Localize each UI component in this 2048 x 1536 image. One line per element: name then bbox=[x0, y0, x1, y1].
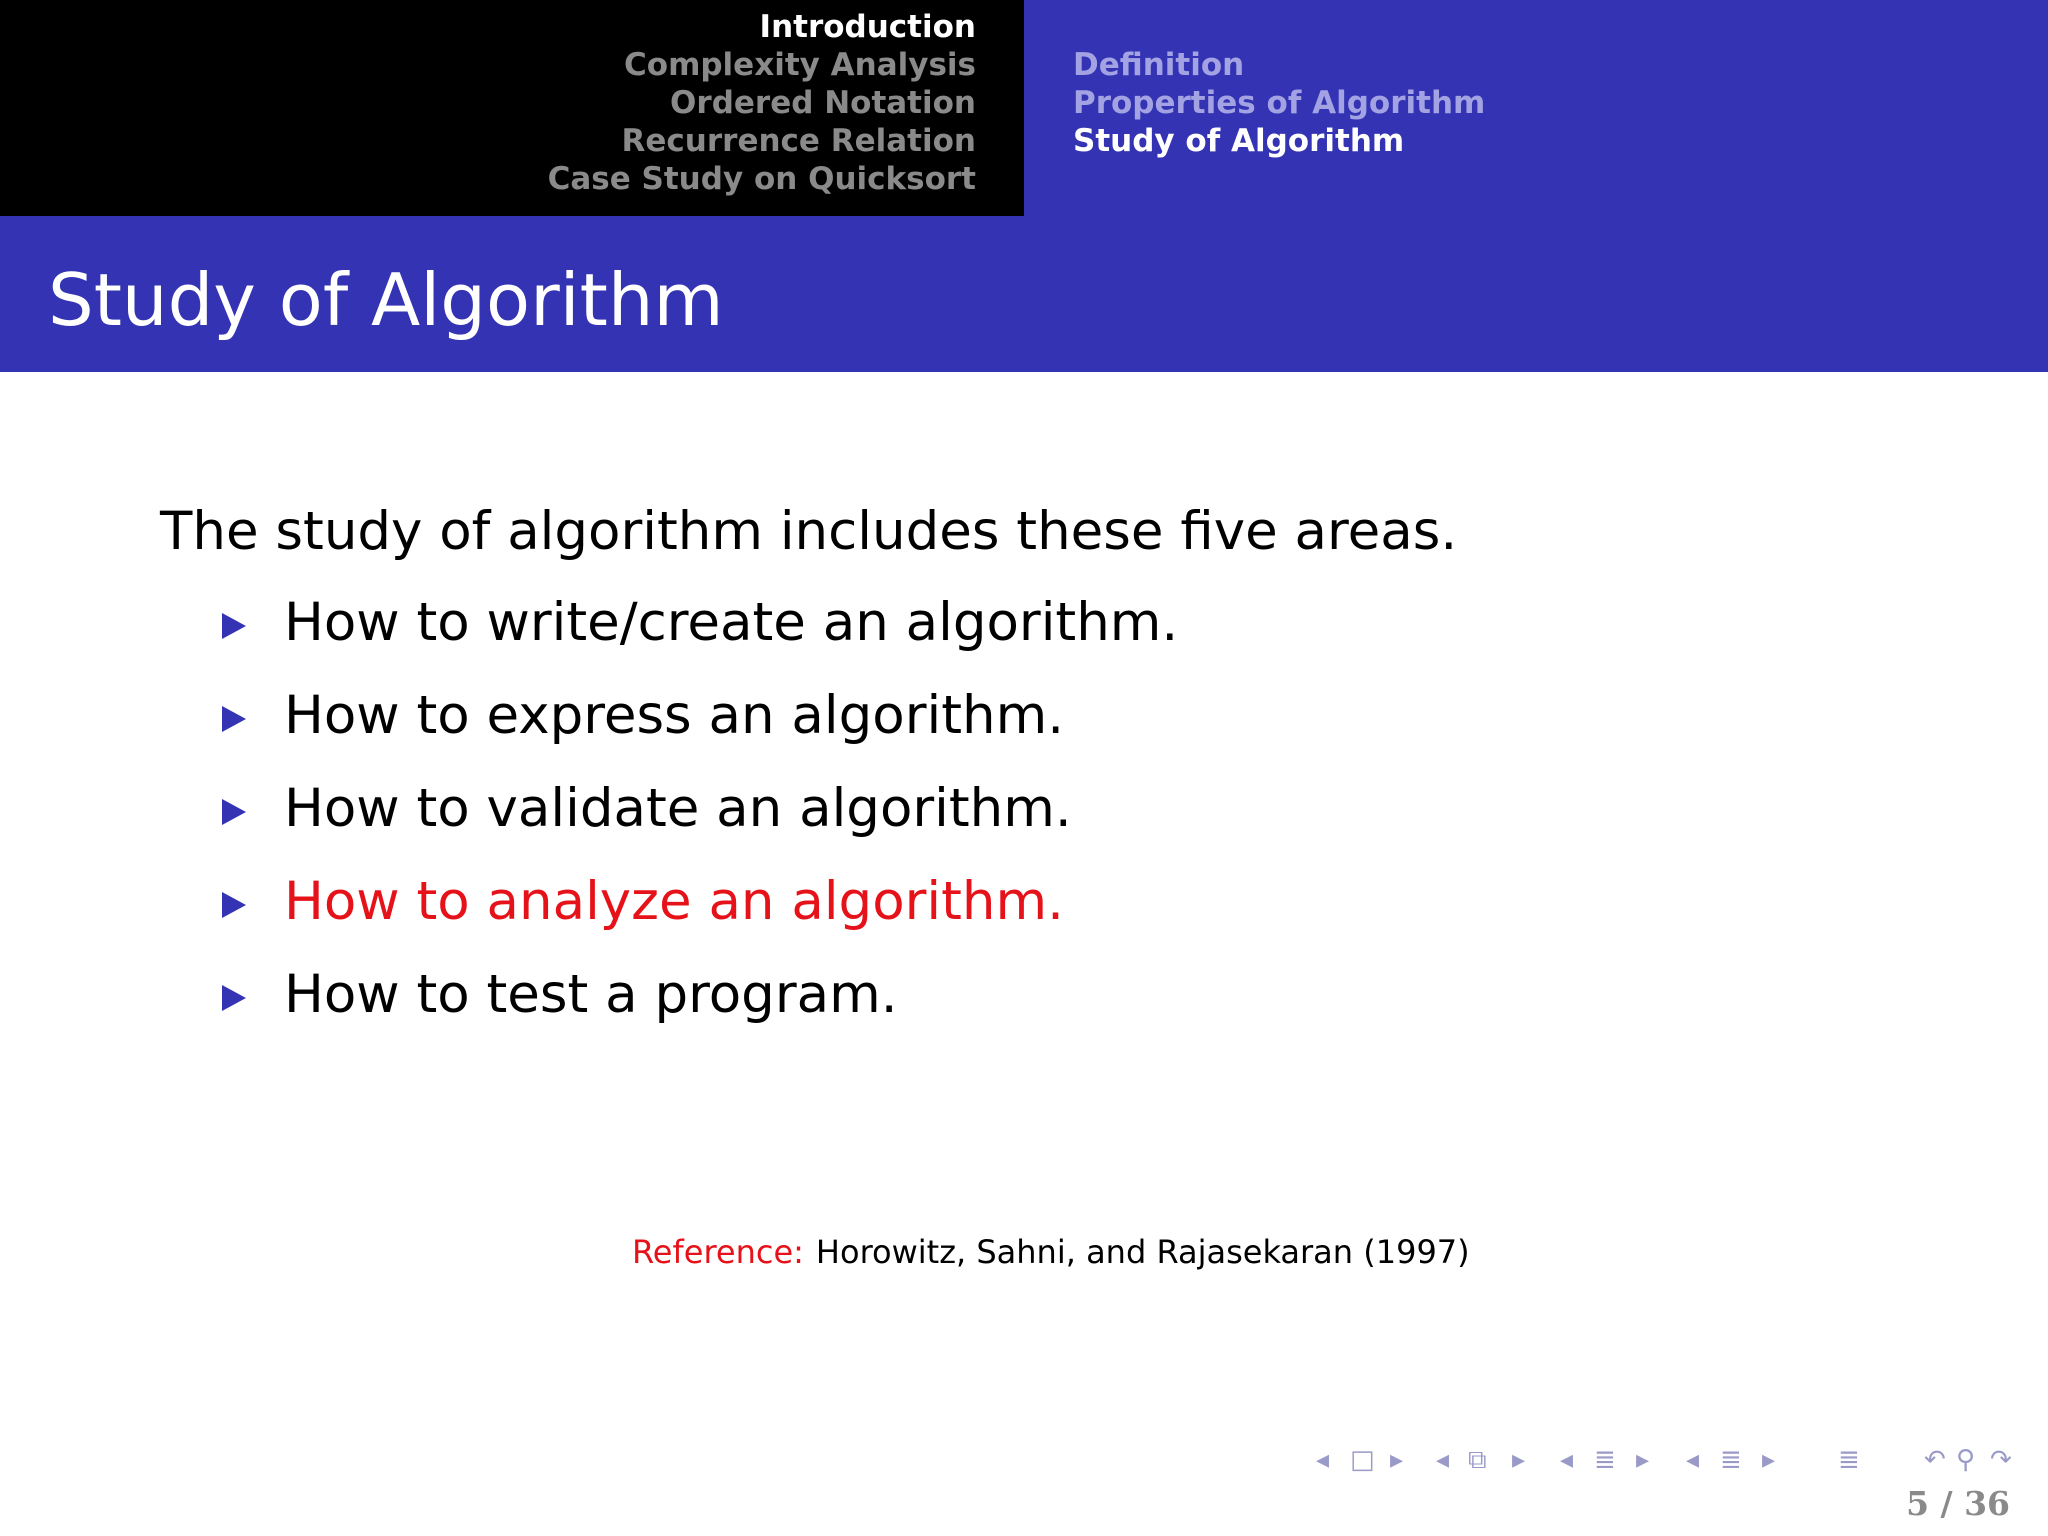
nav-next-subsection-icon[interactable]: ▸ bbox=[1636, 1445, 1650, 1475]
subsection-link-definition[interactable]: Definition bbox=[1073, 47, 1245, 83]
header-section-panel bbox=[0, 0, 1024, 216]
subsection-link-properties[interactable]: Properties of Algorithm bbox=[1073, 85, 1486, 121]
section-link-recurrence-relation[interactable]: Recurrence Relation bbox=[621, 123, 976, 159]
nav-next-slide-icon[interactable]: ▸ bbox=[1390, 1445, 1404, 1475]
nav-search-icon[interactable]: ⚲ bbox=[1956, 1445, 1976, 1475]
nav-prev-slide-icon[interactable]: ◂ bbox=[1316, 1445, 1330, 1475]
beamer-navigation-symbols bbox=[1316, 1440, 2026, 1480]
frame-title: Study of Algorithm bbox=[48, 258, 724, 342]
bullet-text: How to test a program. bbox=[284, 964, 898, 1025]
nav-back-icon[interactable]: ↶ bbox=[1924, 1445, 1946, 1475]
nav-prev-frame-icon[interactable]: ◂ bbox=[1436, 1445, 1450, 1475]
page-number: 5 / 36 bbox=[1906, 1484, 2010, 1523]
frame-title-bar bbox=[0, 216, 2048, 372]
subsection-navigation bbox=[1073, 46, 1485, 160]
nav-next-frame-icon[interactable]: ▸ bbox=[1512, 1445, 1526, 1475]
reference-citation: Horowitz, Sahni, and Rajasekaran (1997) bbox=[815, 1233, 1470, 1271]
nav-subsection-icon[interactable]: ≣ bbox=[1594, 1445, 1616, 1475]
nav-forward-icon[interactable]: ↷ bbox=[1990, 1445, 2012, 1475]
section-link-introduction[interactable]: Introduction bbox=[759, 9, 976, 45]
section-link-case-study-quicksort[interactable]: Case Study on Quicksort bbox=[547, 161, 976, 197]
nav-section-icon[interactable]: ≣ bbox=[1720, 1445, 1742, 1475]
triangle-bullet-icon bbox=[222, 892, 246, 918]
nav-document-icon[interactable]: ≣ bbox=[1838, 1445, 1860, 1475]
triangle-bullet-icon bbox=[222, 799, 246, 825]
section-link-complexity-analysis[interactable]: Complexity Analysis bbox=[624, 47, 976, 83]
section-link-ordered-notation[interactable]: Ordered Notation bbox=[670, 85, 976, 121]
section-navigation bbox=[548, 8, 976, 198]
subsection-link-study-of-algorithm[interactable]: Study of Algorithm bbox=[1073, 123, 1405, 159]
nav-slide-icon[interactable]: □ bbox=[1350, 1445, 1375, 1475]
bullet-text-highlighted: How to analyze an algorithm. bbox=[284, 871, 1064, 932]
reference-note bbox=[632, 1232, 1470, 1272]
nav-prev-section-icon[interactable]: ◂ bbox=[1686, 1445, 1700, 1475]
triangle-bullet-icon bbox=[222, 706, 246, 732]
bullet-text: How to validate an algorithm. bbox=[284, 778, 1072, 839]
nav-next-section-icon[interactable]: ▸ bbox=[1762, 1445, 1776, 1475]
triangle-bullet-icon bbox=[222, 985, 246, 1011]
nav-frame-icon[interactable]: ⧉ bbox=[1468, 1445, 1487, 1475]
reference-label: Reference: bbox=[632, 1233, 804, 1271]
bullet-text: How to write/create an algorithm. bbox=[284, 592, 1179, 653]
header-subsection-panel bbox=[1024, 0, 2048, 216]
nav-prev-subsection-icon[interactable]: ◂ bbox=[1560, 1445, 1574, 1475]
triangle-bullet-icon bbox=[222, 613, 246, 639]
bullet-text: How to express an algorithm. bbox=[284, 685, 1065, 746]
intro-text: The study of algorithm includes these five areas. bbox=[160, 501, 1458, 562]
